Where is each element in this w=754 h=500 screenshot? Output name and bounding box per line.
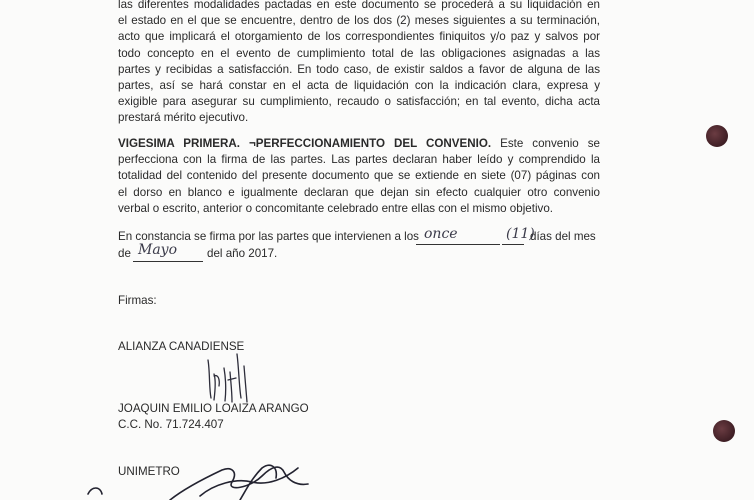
clause-top-line: acto que implicará el otorgamiento de los correspondientes finiquitos y/o paz y salvos por bbox=[118, 30, 600, 44]
firmas-label: Firmas: bbox=[118, 294, 157, 307]
clause-21-line: totalidad del contenido del presente documento que se extiende en siete (07) páginas con bbox=[118, 169, 600, 183]
clause-top-line: partes, así se hará constar en el acta de liquidación con la indicación clara, expresa y bbox=[118, 79, 600, 93]
party1-id: C.C. No. 71.724.407 bbox=[118, 418, 224, 431]
clause-21-line: el dorso en blanco e igualmente declaran que dejan sin efecto cualquier otro convenio bbox=[118, 185, 600, 199]
clause-21-line-rest: Este convenio se bbox=[491, 137, 600, 150]
clause-top-line: prestará mérito ejecutivo. bbox=[118, 111, 249, 125]
constancia-year: del año 2017. bbox=[207, 247, 278, 260]
constancia-prefix: En constancia se firma por las partes que intervienen a los bbox=[118, 230, 419, 243]
punch-hole bbox=[706, 125, 728, 147]
handwritten-month: Mayo bbox=[138, 242, 178, 258]
punch-hole bbox=[713, 420, 735, 442]
party1-signer-name: JOAQUIN EMILIO LOAIZA ARANGO bbox=[118, 402, 309, 415]
clause-21-heading: VIGESIMA PRIMERA. ¬PERFECCIONAMIENTO DEL CONVENIO. bbox=[118, 137, 492, 150]
clause-top-line: todo concepto en el evento de cumplimiento total de las obligaciones asignadas a las bbox=[118, 46, 600, 60]
clause-21-line: verbal o escrito, anterior o concomitante celebrado entre ellas con el mismo objetivo. bbox=[118, 201, 553, 215]
signature-party2 bbox=[88, 465, 308, 500]
clause-21-line: perfecciona con la firma de las partes. Las partes declaran haber leído y comprendido la bbox=[118, 153, 600, 167]
clause-top-line: partes y recibidas a satisfacción. En todo caso, de existir saldos a favor de alguna de las bbox=[118, 62, 600, 76]
constancia-suffix: días del mes bbox=[530, 230, 596, 243]
clause-top-line: exigible para asegurar su cumplimiento, recaudo o satisfacción; en tal evento, dicha acta bbox=[118, 95, 600, 109]
handwritten-day: once bbox=[424, 226, 458, 242]
signature-party1 bbox=[208, 354, 247, 402]
party2-name: UNIMETRO bbox=[118, 465, 180, 478]
clause-top-line: el estado en el que se encuentre, dentro de los dos (2) meses siguientes a su terminación, bbox=[118, 14, 600, 28]
handwritten-day-number: (11) bbox=[506, 226, 535, 242]
clause-top-line: las diferentes modalidades pactadas en este documento se procederá a su liquidación en bbox=[118, 0, 600, 11]
constancia-de: de bbox=[118, 247, 131, 260]
party1-name: ALIANZA CANADIENSE bbox=[118, 340, 245, 353]
